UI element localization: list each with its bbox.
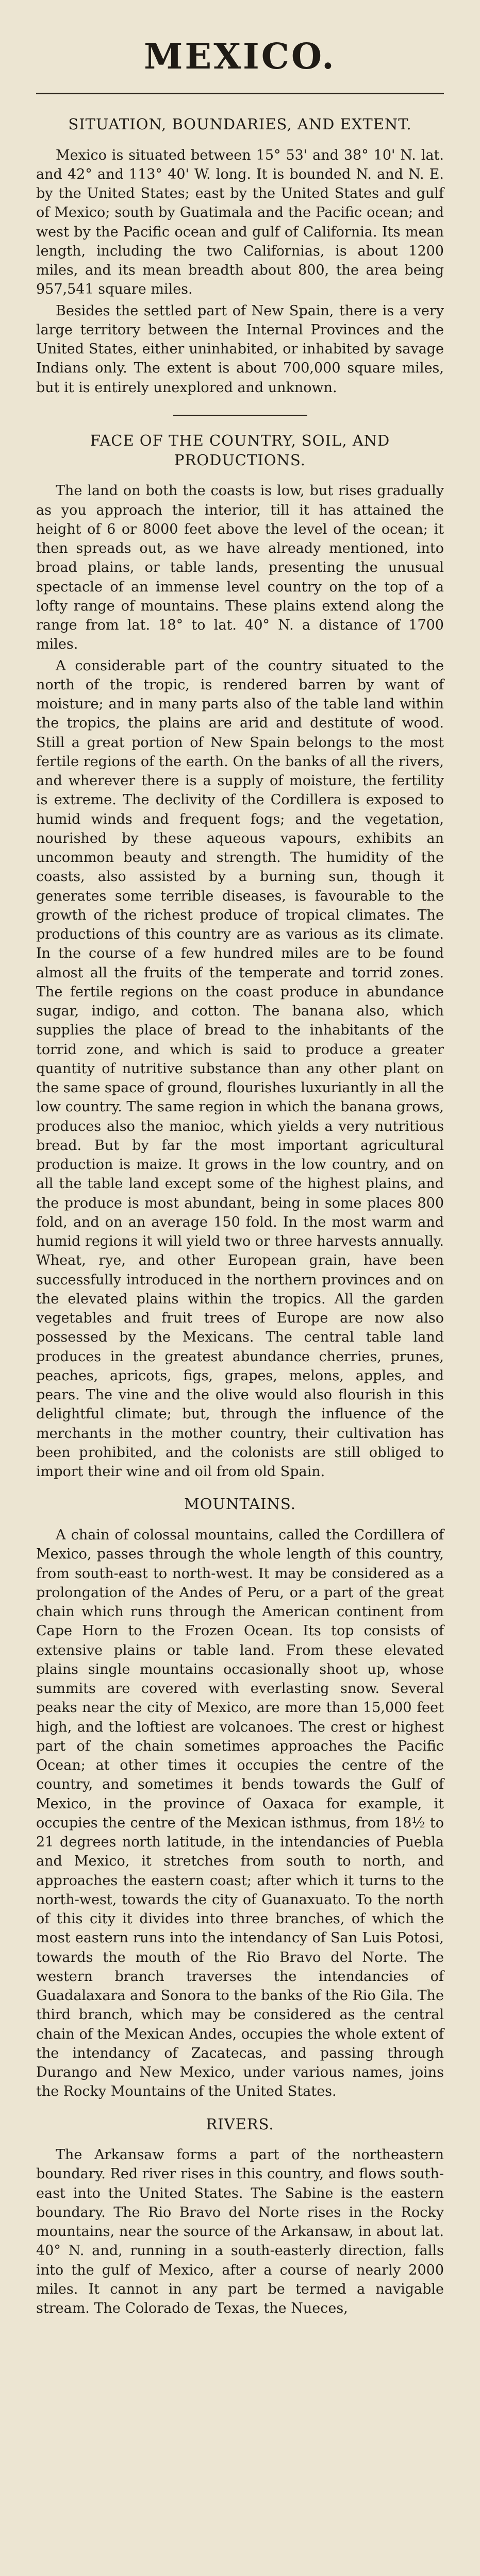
- paragraph: The land on both the coasts is low, but rises gradually as you approach the interior, till it has attained the height of 6 or 8000 feet above the level of the ocean; it then spreads out, as we have already mentioned, into broad plains, or table lands, presenting the unusual spectacle of an immense level country on the top of a lofty range of mountains. These plains extend along the range from lat. 18° to lat. 40° N. a distance of 1700 miles.: [36, 483, 444, 653]
- section-heading: SITUATION, BOUNDARIES, AND EXTENT.: [68, 115, 412, 133]
- section-face-of-country: [36, 431, 444, 1481]
- section-heading: FACE OF THE COUNTRY, SOIL, AND PRODUCTIONS.: [90, 431, 390, 469]
- section-situation: [36, 115, 444, 397]
- paragraph: Besides the settled part of New Spain, there is a very large territory between the Internal Provinces and the United States, either uninhabited, or inhabited by savage Indians only. The extent is about 700,000 square miles, but it is entirely unexplored and unknown.: [36, 302, 444, 396]
- paragraph: Mexico is situated between 15° 53' and 38° 10' N. lat. and 42° and 113° 40' W. long. It is bounded N. and N. E. by the United States; east by the United States and gulf of Mexico; south by Guatimala and the Pacific ocean; and west by the Pacific ocean and gulf of California. Its mean length, including the two Californias, is about 1200 miles, and its mean breadth about 800, the area being 957,541 square miles.: [36, 147, 444, 298]
- section-divider: [173, 415, 307, 416]
- paragraph: The Arkansaw forms a part of the northeastern boundary. Red river rises in this country, and flows south-east into the United States. The Sabine is the eastern boundary. The Rio Bravo del Norte rises in the Rocky mountains, near the source of the Arkansaw, in about lat. 40° N. and, running in a south-easterly direction, falls into the gulf of Mexico, after a course of nearly 2000 miles. It cannot in any part be termed a navigable stream. The Colorado de Texas, the Nueces,: [36, 2147, 444, 2317]
- title-rule: [36, 93, 444, 94]
- section-heading: MOUNTAINS.: [184, 1495, 296, 1513]
- page-title: MEXICO.: [144, 36, 336, 77]
- paragraph: A considerable part of the country situated to the north of the tropic, is rendered barren by want of moisture; and in many parts also of the table land within the tropics, the plains are arid and destitute of wood. Still a great portion of New Spain belongs to the most fertile regions of the earth. On the banks of all the rivers, and wherever there is a supply of moisture, the fertility is extreme. The declivity of the Cordillera is exposed to humid winds and frequent fogs; and the vegetation, nourished by these aqueous vapours, exhibits an uncommon beauty and strength. The humidity of the coasts, also assisted by a burning sun, though it generates some terrible diseases, is favourable to the growth of the richest produce of tropical climates. The productions of this country are as various as its climate. In the course of a few hundred miles are to be found almost all the fruits of the temperate and torrid zones. The fertile regions on the coast produce in abundance sugar, indigo, and cotton. The banana also, which supplies the place of bread to the inhabitants of the torrid zone, and which is said to produce a greater quantity of nutritive substance than any other plant on the same space of ground, flourishes luxuriantly in all the low country. The same region in which the banana grows, produces also the manioc, which yields a very nutritious bread. But by far the most important agricultural production is maize. It grows in the low country, and on all the table land except some of the highest plains, and the produce is most abundant, being in some places 800 fold, and on an average 150 fold. In the most warm and humid regions it will yield two or three harvests annually. Wheat, rye, and other European grain, have been successfully introduced in the northern provinces and on the elevated plains within the tropics. All the garden vegetables and fruit trees of Europe are now also possessed by the Mexicans. The central table land produces in the greatest abundance cherries, prunes, peaches, apricots, figs, grapes, melons, apples, and pears. The vine and the olive would also flourish in this delightful climate; but, through the influence of the merchants in the mother country, their cultivation has been prohibited, and the colonists are still obliged to import their wine and oil from old Spain.: [36, 657, 444, 1480]
- section-rivers: [36, 2115, 444, 2318]
- section-heading: RIVERS.: [206, 2115, 274, 2133]
- section-mountains: [36, 1495, 444, 2101]
- paragraph: A chain of colossal mountains, called the Cordillera of Mexico, passes through the whole length of this country, from south-east to north-west. It may be considered as a prolongation of the Andes of Peru, or a part of the great chain which runs through the American continent from Cape Horn to the Frozen Ocean. Its top consists of extensive plains or table land. From these elevated plains single mountains occasionally shoot up, whose summits are covered with everlasting snow. Several peaks near the city of Mexico, are more than 15,000 feet high, and the loftiest are volcanoes. The crest or highest part of the chain sometimes approaches the Pacific Ocean; at other times it occupies the centre of the country, and sometimes it bends towards the Gulf of Mexico, in the province of Oaxaca for example, it occupies the centre of the Mexican isthmus, from 18½ to 21 degrees north latitude, in the intendancies of Puebla and Mexico, it stretches from south to north, and approaches the eastern coast; after which it turns to the north-west, towards the city of Guanaxuato. To the north of this city it divides into three branches, of which the most eastern runs into the intendancy of San Luis Potosi, towards the mouth of the Rio Bravo del Norte. The western branch traverses the intendancies of Guadalaxara and Sonora to the banks of the Rio Gila. The third branch, which may be considered as the central chain of the Mexican Andes, occupies the whole extent of the intendancy of Zacatecas, and passing through Durango and New Mexico, under various names, joins the Rocky Mountains of the United States.: [36, 1527, 444, 2100]
